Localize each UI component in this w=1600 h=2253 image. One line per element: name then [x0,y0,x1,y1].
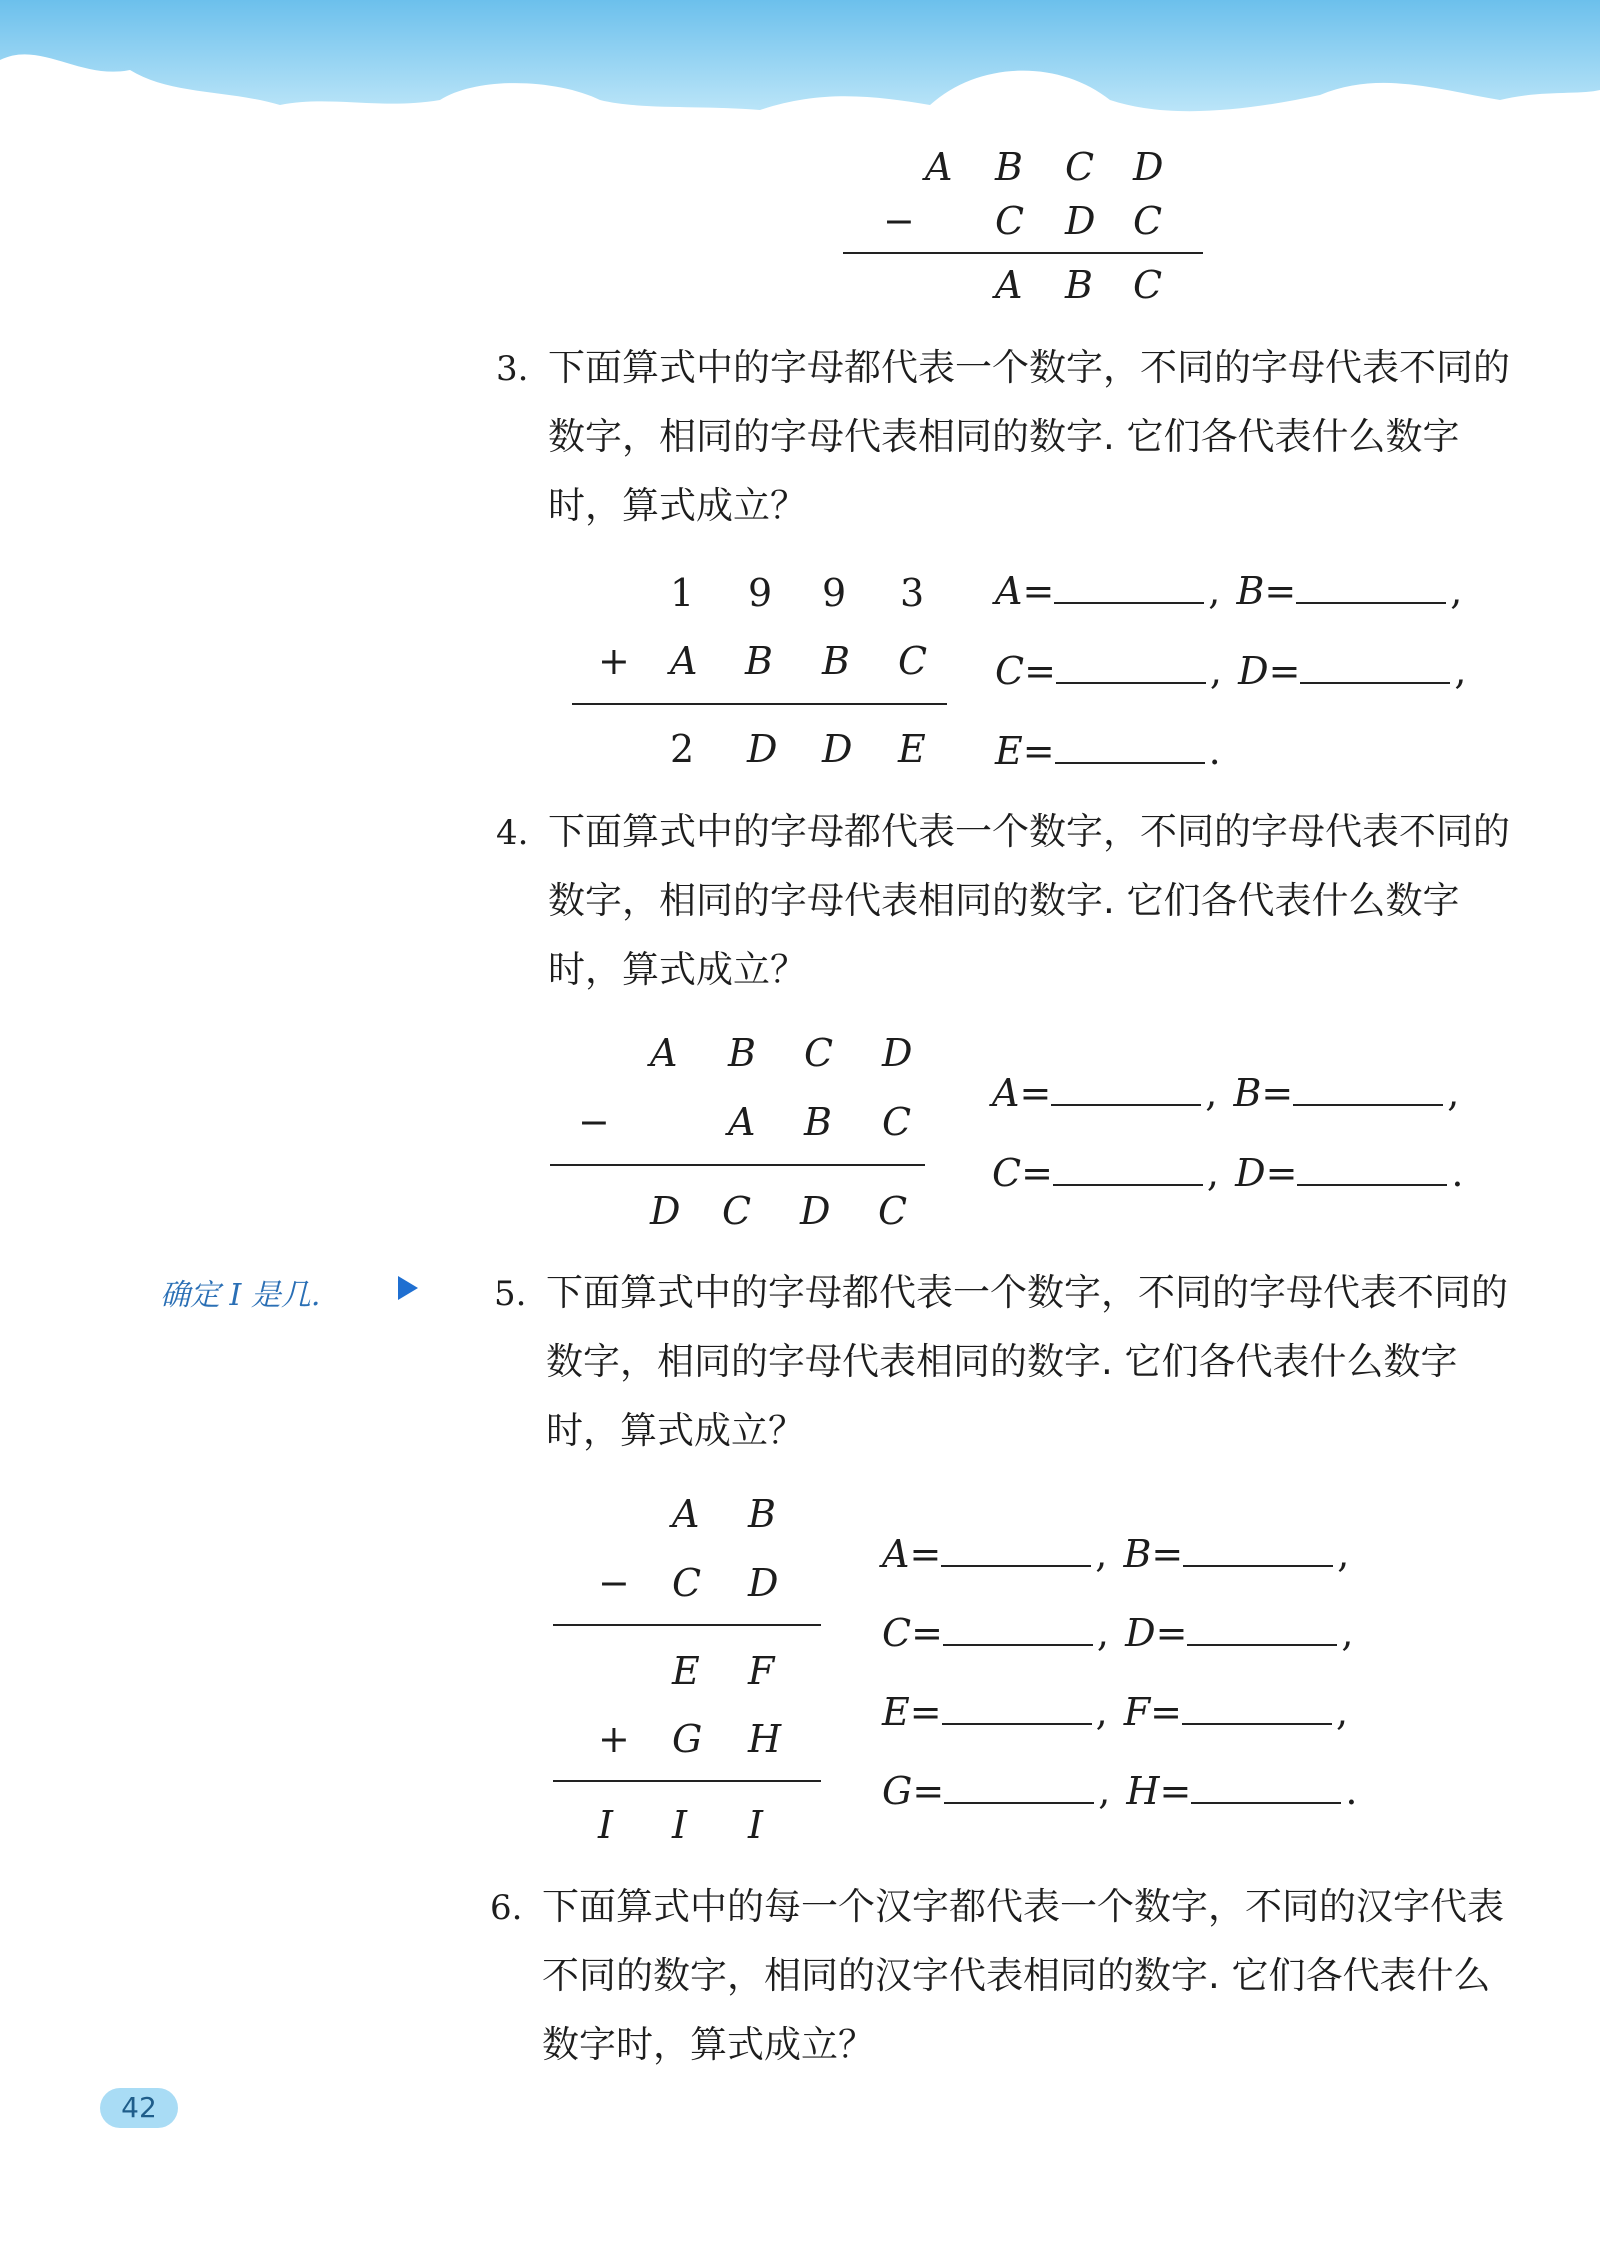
digit: A [670,639,698,683]
digit: C [804,1031,834,1075]
digit: H [748,1717,782,1761]
digit: A [728,1100,756,1144]
operator-minus: − [578,1100,610,1144]
digit: D [822,727,853,771]
digit: C [722,1189,752,1233]
margin-hint: 确定 I 是几. [160,1278,321,1313]
answer-row: C= , D= , [882,1611,1354,1655]
problem-text: 下面算式中的字母都代表一个数字，不同的字母代表不同的数字，相同的字母代表相同的数字. 它们各代表什么数字时，算式成立？ [548,346,1510,527]
digit: C [898,639,928,683]
problem-number: 5. [494,1274,527,1314]
operator-plus: + [598,1717,630,1761]
digit: E [898,727,926,771]
digit: D [1133,145,1164,189]
answer-blank[interactable] [942,1722,1092,1725]
digit: I [672,1803,688,1847]
digit: G [672,1717,703,1761]
answer-blank[interactable] [1182,1722,1332,1725]
digit: C [672,1561,702,1605]
answer-row: E= . [995,729,1221,773]
answer-row: E= , F= , [882,1690,1349,1734]
answer-row: A= , B= , [995,569,1463,613]
problem-text: 下面算式中的字母都代表一个数字，不同的字母代表不同的数字，相同的字母代表相同的数字. 它们各代表什么数字时，算式成立？ [546,1271,1508,1452]
sum-line [843,252,1203,254]
answer-blank[interactable] [1053,1183,1203,1186]
digit: C [878,1189,908,1233]
problem-text: 下面算式中的每一个汉字都代表一个数字，不同的汉字代表不同的数字，相同的汉字代表相同的数字. 它们各代表什么数字时，算式成立？ [542,1885,1504,2066]
digit: D [748,1561,779,1605]
answer-blank[interactable] [1055,761,1205,764]
answer-row: A= , B= , [992,1071,1460,1115]
answer-blank[interactable] [944,1801,1094,1804]
digit: B [745,639,773,683]
digit: A [672,1492,700,1536]
digit: 1 [670,571,695,615]
digit: 2 [670,727,695,771]
sky-cloud-header [0,0,1600,130]
answer-blank[interactable] [1183,1564,1333,1567]
page-number-badge: 42 [100,2088,178,2128]
digit: 9 [748,571,773,615]
digit: B [728,1031,756,1075]
problem-number: 6. [490,1888,523,1928]
answer-row: G= , H= . [882,1769,1358,1813]
answer-blank[interactable] [1300,681,1450,684]
answer-blank[interactable] [1297,1183,1447,1186]
answer-blank[interactable] [1056,681,1206,684]
digit: C [1133,199,1163,243]
answer-blank[interactable] [1051,1103,1201,1106]
digit: D [650,1189,681,1233]
digit: I [598,1803,614,1847]
answer-blank[interactable] [941,1564,1091,1567]
sum-line [553,1624,821,1626]
digit: C [1065,145,1095,189]
digit: B [1065,263,1093,307]
answer-blank[interactable] [1296,601,1446,604]
digit: B [748,1492,776,1536]
answer-blank[interactable] [943,1643,1093,1646]
problem-number: 4. [496,813,529,853]
answer-row: C= , D= , [995,649,1467,693]
answer-blank[interactable] [1293,1103,1443,1106]
answer-blank[interactable] [1191,1801,1341,1804]
digit: C [882,1100,912,1144]
digit: I [748,1803,764,1847]
operator-minus: − [883,199,915,243]
digit: 9 [822,571,847,615]
sum-line [572,703,947,705]
digit: D [800,1189,831,1233]
digit: A [650,1031,678,1075]
answer-blank[interactable] [1187,1643,1337,1646]
operator-plus: + [598,639,630,683]
digit: A [925,145,953,189]
sum-line [550,1164,925,1166]
triangle-arrow-icon [398,1276,418,1300]
answer-row: C= , D= . [992,1151,1464,1195]
digit: E [672,1649,700,1693]
digit: A [995,263,1023,307]
digit: 3 [900,571,925,615]
digit: D [1065,199,1096,243]
digit: C [1133,263,1163,307]
digit: D [882,1031,913,1075]
sum-line [553,1780,821,1782]
digit: D [747,727,778,771]
operator-minus: − [598,1561,630,1605]
digit: B [804,1100,832,1144]
digit: B [995,145,1023,189]
answer-row: A= , B= , [882,1532,1350,1576]
problem-text: 下面算式中的字母都代表一个数字，不同的字母代表不同的数字，相同的字母代表相同的数字. 它们各代表什么数字时，算式成立？ [548,810,1510,991]
problem-number: 3. [496,349,529,389]
digit: F [748,1649,775,1693]
answer-blank[interactable] [1054,601,1204,604]
digit: B [822,639,850,683]
digit: C [995,199,1025,243]
